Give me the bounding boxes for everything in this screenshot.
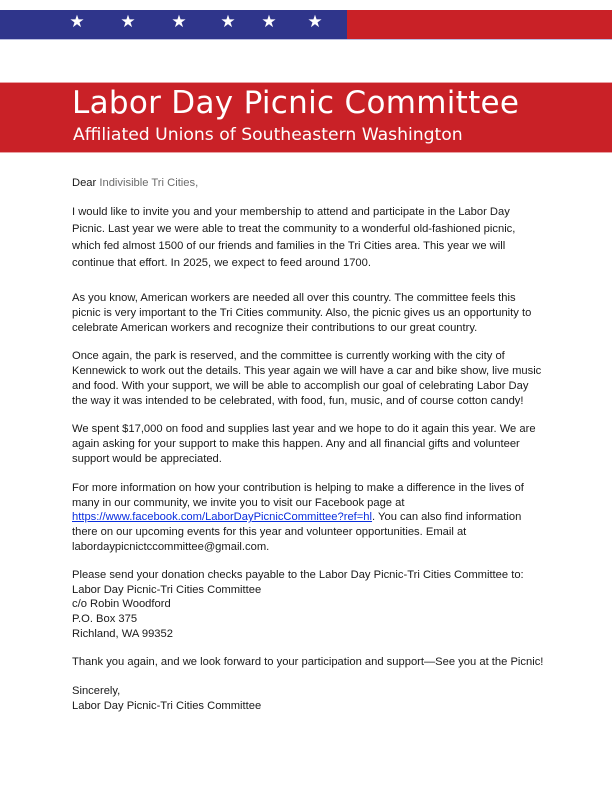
closing-line: Thank you again, and we look forward to your participation and support—See you at the Picnic!: [72, 656, 544, 668]
text-line: picnic is very important to the Tri Cities community. Also, the picnic gives us an opportunity to: [72, 307, 532, 319]
letterhead-title: Labor Day Picnic Committee: [72, 85, 520, 121]
signoff: Sincerely,: [72, 685, 121, 697]
letterhead-subtitle: Affiliated Unions of Southeastern Washington: [73, 125, 463, 145]
text-line: For more information on how your contribution is helping to make a difference in the lives of: [72, 482, 524, 494]
star-icon: ★: [261, 12, 277, 32]
text-line: the way it was intended to be celebrated, with food, fun, music, and of course cotton candy!: [72, 395, 524, 407]
star-icon: ★: [69, 12, 85, 32]
text-line: again asking for your support to make this happen. Any and all financial gifts and volunteer: [72, 438, 520, 450]
text-fragment: . You can also find information: [372, 511, 522, 523]
text-line: I would like to invite you and your membership to attend and participate in the Labor Day: [72, 206, 510, 218]
salutation-prefix: Dear: [72, 177, 97, 189]
text-line: Picnic. Last year we were able to treat the community to a wonderful old-fashioned picnic,: [72, 223, 516, 235]
text-line: continue that effort. In 2025, we expect to feed around 1700.: [72, 257, 371, 269]
banner-bottom-edge: [0, 152, 612, 153]
text-line: and food. With your support, we will be able to accomplish our goal of celebrating Labor Day: [72, 380, 529, 392]
star-icon: ★: [120, 12, 136, 32]
text-line: many in our community, we invite you to visit our Facebook page at: [72, 497, 405, 509]
address-line: Richland, WA 99352: [72, 628, 173, 640]
text-line: As you know, American workers are needed all over this country. The committee feels this: [72, 292, 516, 304]
text-line: We spent $17,000 on food and supplies last year and we hope to do it again this year. We are: [72, 423, 536, 435]
recipient-name: Indivisible Tri Cities,: [99, 177, 199, 189]
address-line: Labor Day Picnic-Tri Cities Committee: [72, 584, 262, 596]
text-line: celebrate American workers and recognize their contributions to our great country.: [72, 322, 478, 334]
signature: Labor Day Picnic-Tri Cities Committee: [72, 700, 262, 712]
star-icon: ★: [307, 12, 323, 32]
text-line: there on our upcoming events for this year and volunteer opportunities. Email at: [72, 526, 467, 538]
text-line: Once again, the park is reserved, and the committee is currently working with the city of: [72, 350, 505, 362]
banner-top-edge: [0, 82, 612, 83]
text-line: [72, 510, 521, 525]
text-line: Kennewick to work out the details. This year again we will have a car and bike show, live music: [72, 365, 542, 377]
flag-band-bottom-edge: [0, 39, 612, 40]
facebook-link[interactable]: https://www.facebook.com/LaborDayPicnicCommittee?ref=hl: [72, 511, 373, 523]
text-line: Please send your donation checks payable to the Labor Day Picnic-Tri Cities Committee to:: [72, 569, 524, 581]
flag-band-red: [347, 10, 612, 40]
salutation: [72, 176, 198, 191]
text-line: which fed almost 1500 of our friends and families in the Tri Cities area. This year we will: [72, 240, 506, 252]
address-line: P.O. Box 375: [72, 613, 138, 625]
star-icon: ★: [220, 12, 236, 32]
star-icon: ★: [171, 12, 187, 32]
flag-band: [0, 10, 612, 40]
address-line: c/o Robin Woodford: [72, 598, 171, 610]
text-line: support would be appreciated.: [72, 453, 222, 465]
email-address: labordaypicnictccommittee@gmail.com.: [72, 541, 270, 553]
